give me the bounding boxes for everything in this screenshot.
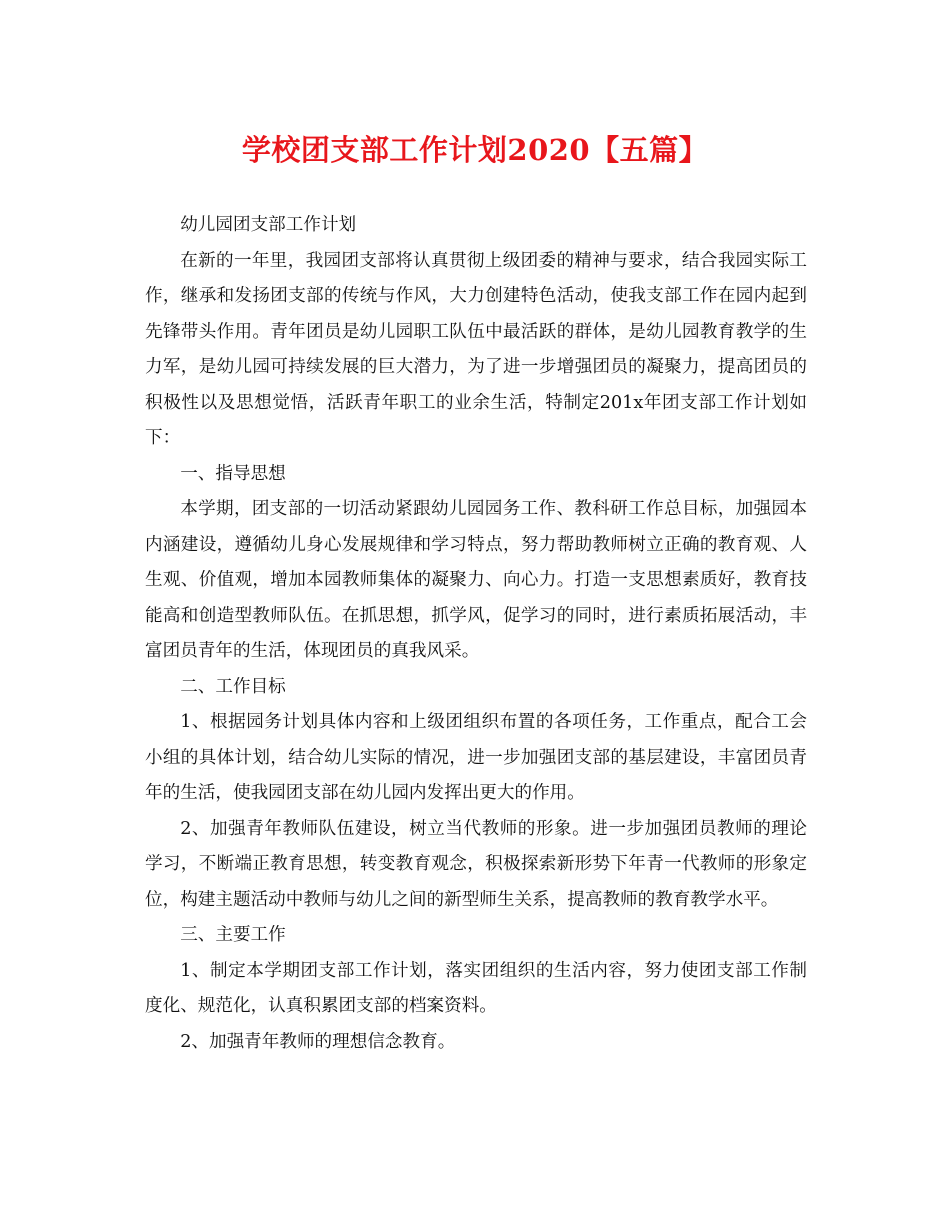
paragraph-goal-2: 2、加强青年教师队伍建设，树立当代教师的形象。进一步加强团员教师的理论学习，不断端正教育思想，转变教育观念，积极探索新形势下年青一代教师的形象定位，构建主题活动中教师与幼儿之间的新型师生关系，提高教师的教育教学水平。 bbox=[145, 818, 807, 910]
section-heading-main-work: 三、主要工作 bbox=[180, 925, 286, 945]
paragraph-work-1: 1、制定本学期团支部工作计划，落实团组织的生活内容，努力使团支部工作制度化、规范化，认真积累团支部的档案资料。 bbox=[145, 960, 807, 1016]
paragraph-work-2: 2、加强青年教师的理想信念教育。 bbox=[180, 1031, 456, 1052]
paragraph-goal-1: 1、根据园务计划具体内容和上级团组织布置的各项任务，工作重点，配合工会小组的具体计划，结合幼儿实际的情况，进一步加强团支部的基层建设，丰富团员青年的生活，使我园团支部在幼儿园内发挥出更大的作用。 bbox=[145, 712, 807, 803]
paragraph-intro: 在新的一年里，我园团支部将认真贯彻上级团委的精神与要求，结合我园实际工作，继承和发扬团支部的传统与作风，大力创建特色活动，使我支部工作在园内起到先锋带头作用。青年团员是幼儿园职工队伍中最活跃的群体，是幼儿园教育教学的生力军，是幼儿园可持续发展的巨大潜力，为了进一步增强团员的凝聚力，提高团员的积极性以及思想觉悟，活跃青年职工的业余生活，特制定201x年团支部工作计划如下： bbox=[145, 250, 807, 448]
section-heading-kindergarten-plan: 幼儿园团支部工作计划 bbox=[180, 215, 357, 235]
paragraph-guiding-thought: 本学期，团支部的一切活动紧跟幼儿园园务工作、教科研工作总目标，加强园本内涵建设，遵循幼儿身心发展规律和学习特点，努力帮助教师树立正确的教育观、人生观、价值观，增加本园教师集体的凝聚力、向心力。打造一支思想素质好，教育技能高和创造型教师队伍。在抓思想，抓学风，促学习的同时，进行素质拓展活动，丰富团员青年的生活，体现团员的真我风采。 bbox=[145, 499, 807, 661]
section-heading-guiding-thought: 一、指导思想 bbox=[180, 463, 286, 484]
document-title: 学校团支部工作计划2020【五篇】 bbox=[241, 133, 709, 167]
document-body bbox=[145, 208, 807, 1060]
section-heading-work-goals: 二、工作目标 bbox=[180, 676, 286, 697]
